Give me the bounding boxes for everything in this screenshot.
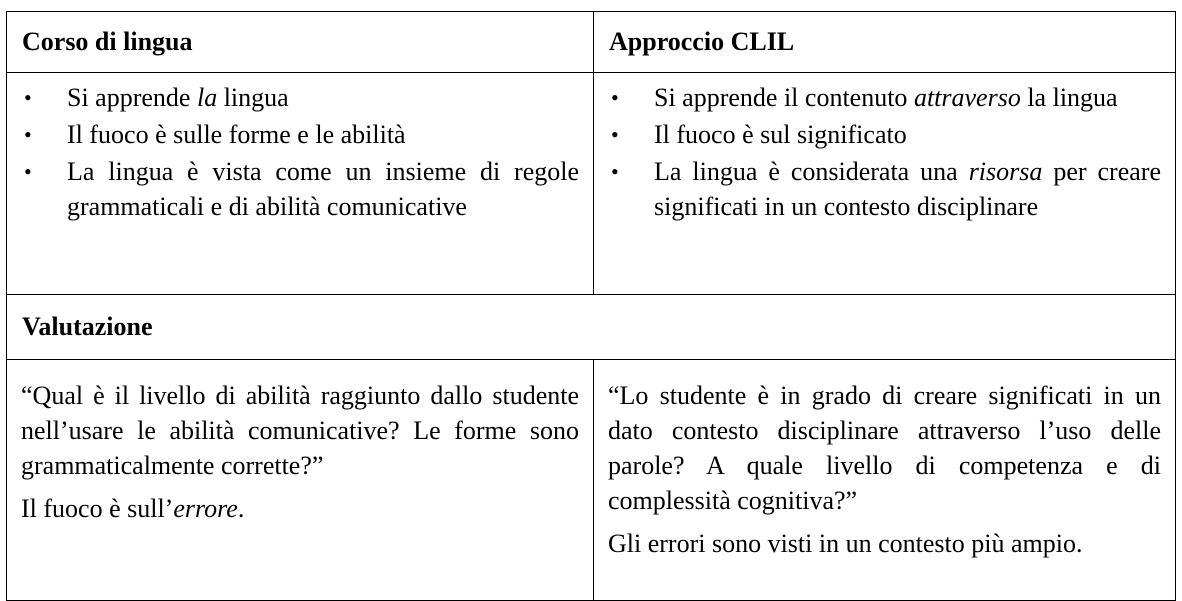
bullet-icon: • [24, 159, 32, 184]
section-title-evaluation: Valutazione [7, 295, 1176, 360]
header-language-course: Corso di lingua [7, 12, 594, 73]
bullet-icon: • [24, 122, 32, 147]
language-course-list [7, 80, 593, 224]
list-item: • Il fuoco è sulle forme e le abilità [7, 117, 593, 152]
language-course-features [7, 73, 594, 295]
evaluation-note: Gli errori sono visti in un contesto più ampio. [608, 529, 1083, 558]
list-item: • La lingua è considerata una risorsa per creare significati in un contesto disciplinare [594, 154, 1175, 224]
list-item: • La lingua è vista come un insieme di regole grammaticali e di abilità comunicative [7, 154, 593, 224]
section-row [7, 295, 1176, 360]
clil-approach-evaluation [594, 360, 1176, 601]
evaluation-question: “Qual è il livello di abilità raggiunto dallo studente nell’usare le abilità comunicative? Le forme sono grammaticalmente corrette?” [21, 381, 579, 480]
bullet-icon: • [24, 85, 32, 110]
evaluation-question: “Lo studente è in grado di creare significati in un dato contesto disciplinare attraverso l’uso delle parole? A quale livello di competenza e di complessità cognitiva?” [608, 381, 1161, 515]
header-row [7, 12, 1176, 73]
bullet-icon: • [611, 122, 619, 147]
list-item: • Il fuoco è sul significato [594, 117, 1175, 152]
evaluation-row [7, 360, 1176, 601]
comparison-table [6, 11, 1176, 601]
bullet-icon: • [611, 159, 619, 184]
features-row [7, 73, 1176, 295]
header-clil-approach: Approccio CLIL [594, 12, 1176, 73]
evaluation-note: Il fuoco è sull’errore. [21, 494, 245, 523]
bullet-icon: • [611, 85, 619, 110]
list-item: • Si apprende il contenuto attraverso la lingua [594, 80, 1175, 115]
language-course-evaluation [7, 360, 594, 601]
clil-approach-features [594, 73, 1176, 295]
clil-approach-list [594, 80, 1175, 224]
list-item: • Si apprende la lingua [7, 80, 593, 115]
